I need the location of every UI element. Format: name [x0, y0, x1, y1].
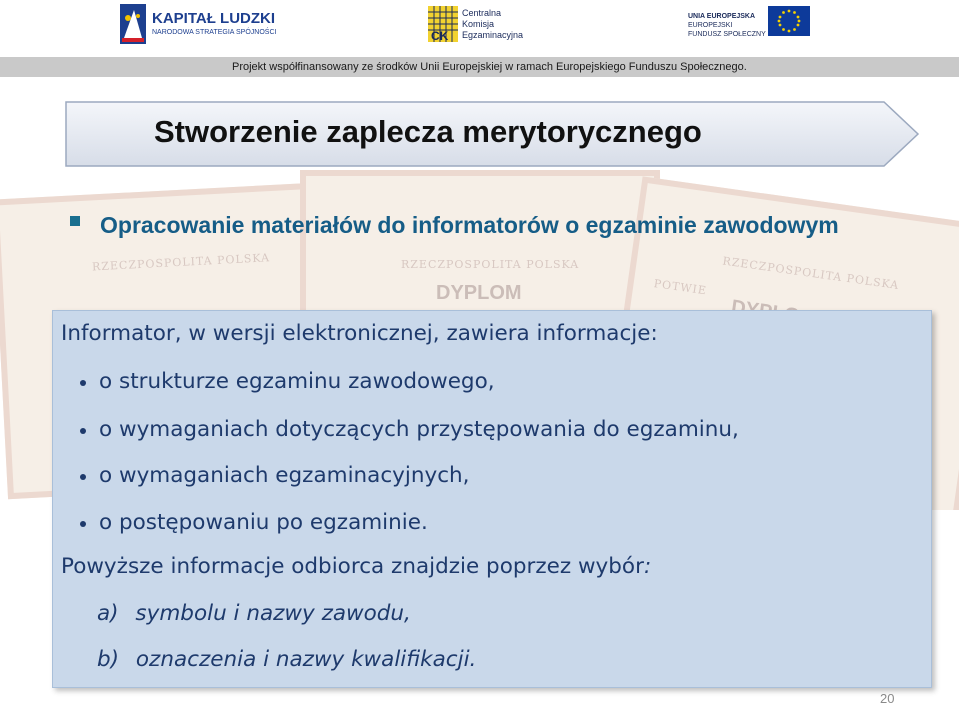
selection-intro-text: Powyższe informacje odbiorca znajdzie poprzez wybór — [61, 554, 644, 579]
kapital-ludzki-emblem-icon — [120, 4, 146, 44]
intro-text: Informator, w wersji elektronicznej, zawiera informacje: — [61, 321, 658, 346]
diploma-mid-header: RZECZPOSPOLITA POLSKA — [401, 258, 580, 271]
bullet-item-3: o wymaganiach egzaminacyjnych, — [99, 463, 470, 488]
eu-flag-icon — [768, 6, 810, 36]
eu-line-1: UNIA EUROPEJSKA — [688, 13, 756, 20]
bullet-dot-icon — [80, 474, 86, 480]
eu-line-2: EUROPEJSKI — [688, 22, 733, 29]
bullet-dot-icon — [80, 428, 86, 434]
option-b-text: oznaczenia i nazwy kwalifikacji. — [135, 647, 477, 672]
bullet-dot-icon — [80, 521, 86, 527]
kapital-ludzki-subtitle: NARODOWA STRATEGIA SPÓJNOŚCI — [152, 29, 277, 36]
slide-title: Stworzenie zaplecza merytorycznego — [154, 114, 702, 149]
bullet-item-2: o wymaganiach dotyczących przystępowania do egzaminu, — [99, 417, 739, 442]
cke-line-3: Egzaminacyjna — [462, 30, 524, 40]
square-bullet-icon — [70, 216, 80, 226]
option-b — [97, 647, 476, 672]
diploma-right-header: RZECZPOSPOLITA POLSKA — [721, 254, 901, 293]
cke-line-2: Komisja — [462, 19, 495, 29]
bullet-item-4: o postępowaniu po egzaminie. — [99, 510, 428, 535]
selection-intro — [61, 554, 651, 579]
cke-logo — [428, 6, 548, 46]
diploma-left-header: RZECZPOSPOLITA POLSKA — [91, 251, 271, 274]
svg-text:CK: CK — [431, 29, 449, 42]
selection-colon: : — [643, 554, 652, 579]
funding-note: Projekt współfinansowany ze środków Unii Europejskiej w ramach Europejskiego Funduszu Społecznego. — [232, 61, 747, 73]
cke-line-1: Centralna — [462, 8, 502, 18]
subheading-text: Opracowanie materiałów do informatorów o egzaminie zawodowym — [100, 212, 839, 238]
kapital-ludzki-title: KAPITAŁ LUDZKI — [152, 10, 276, 27]
info-box — [52, 310, 932, 688]
option-a-text: symbolu i nazwy zawodu, — [135, 601, 411, 626]
option-a — [97, 601, 411, 626]
bullet-dot-icon — [80, 380, 86, 386]
bullet-item-1: o strukturze egzaminu zawodowego, — [99, 369, 495, 394]
option-b-marker: b) — [97, 647, 120, 672]
eu-logo — [688, 6, 808, 46]
page-number: 20 — [880, 691, 895, 706]
kapital-ludzki-logo — [120, 2, 277, 46]
cke-emblem-icon — [428, 6, 458, 42]
diploma-right-small: POTWIE — [652, 277, 708, 298]
funding-note-bar — [0, 57, 959, 77]
option-a-marker: a) — [97, 601, 119, 626]
eu-line-3: FUNDUSZ SPOŁECZNY — [688, 31, 766, 38]
title-ribbon — [64, 100, 920, 168]
diploma-mid-title: DYPLOM — [436, 282, 522, 304]
